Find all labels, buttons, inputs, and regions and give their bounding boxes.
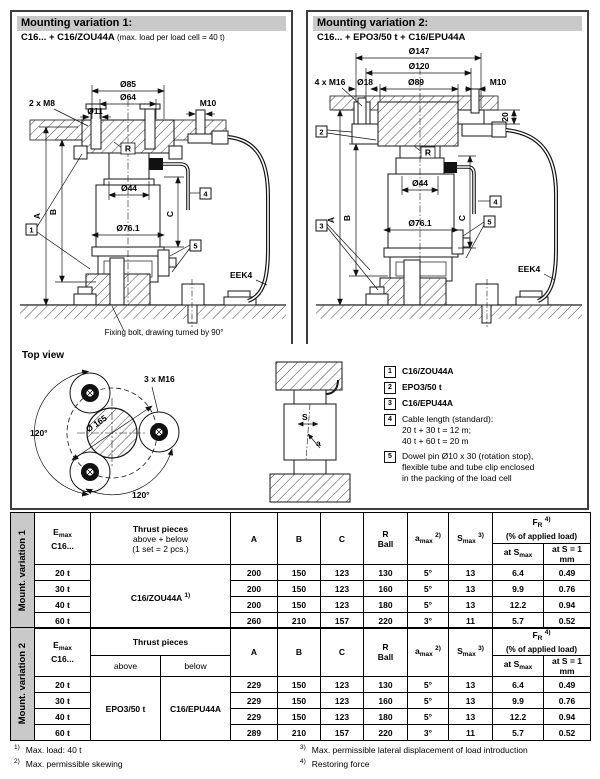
top-view-title: Top view (22, 350, 65, 361)
cell-b: 150 (278, 709, 321, 725)
col-header-r-ball (364, 513, 408, 565)
dim-label-d761: Ø76.1 (116, 223, 140, 233)
fr-main: F (532, 516, 538, 527)
cell-fr-s1: 0.52 (544, 725, 591, 741)
legend-item-4-line2: 20 t + 30 t = 12 m; (402, 425, 471, 435)
r-line2: Ball (377, 538, 394, 549)
cell-b: 210 (278, 613, 321, 629)
balloon-4-number: 4 (203, 189, 208, 199)
cell-a: 200 (231, 565, 278, 581)
dim-label-d120: Ø120 (408, 61, 430, 71)
panel1-subtitle (21, 32, 286, 44)
at-smax-sub: max (519, 552, 533, 559)
variation1-drawing (12, 44, 291, 344)
cell-a: 260 (231, 613, 278, 629)
cell-b: 150 (278, 597, 321, 613)
legend-item-1-number: 1 (384, 366, 396, 378)
dim-label-b: B (48, 208, 58, 216)
legend-item-4-text (402, 414, 493, 447)
table2-side-label: Mount. variation 2 (16, 643, 28, 725)
cell-fr-s1: 0.52 (544, 613, 591, 629)
cell-r: 160 (364, 581, 408, 597)
label-r: R (424, 147, 432, 158)
footnote-2-text: Max. permissible skewing (25, 759, 123, 769)
cell-fr-smax: 6.4 (493, 565, 544, 581)
cell-amax: 5° (408, 677, 449, 693)
col-header-b: B (278, 513, 321, 565)
cell-fr-smax: 5.7 (493, 613, 544, 629)
cell-smax: 13 (449, 709, 493, 725)
cell-c: 123 (321, 693, 364, 709)
smax-sub: max (462, 651, 476, 658)
table2-side-label-cell (11, 628, 35, 741)
legend-item-4-number: 4 (384, 414, 396, 426)
table-row (11, 677, 591, 693)
balloon-4 (490, 196, 501, 207)
amax-sub: max (419, 651, 433, 658)
footnote-1-sup: 1) (14, 744, 20, 751)
fr-sub: R (537, 521, 543, 529)
cell-r: 160 (364, 693, 408, 709)
footnotes-left (14, 742, 284, 770)
dim-label-a: A (32, 212, 42, 220)
amax-sup: 2) (435, 645, 441, 652)
cell-fr-smax: 12.2 (493, 709, 544, 725)
col-header-a: A (231, 513, 278, 565)
cell-smax: 13 (449, 581, 493, 597)
footnote-2-sup: 2) (14, 758, 20, 765)
balloon-1 (26, 224, 37, 235)
at-smax-pre: at S (503, 659, 520, 669)
thrust-line1: Thrust pieces (132, 523, 189, 534)
footnote-2 (14, 756, 284, 770)
smax-sub: max (462, 537, 476, 545)
r-line1: R (382, 642, 389, 652)
cell-above-value: EPO3/50 t (91, 677, 161, 741)
balloon-5-number: 5 (193, 241, 198, 251)
label-eek4: EEK4 (518, 264, 541, 274)
cell-r: 130 (364, 565, 408, 581)
dim-label-d89: Ø89 (407, 77, 425, 87)
cell-amax: 5° (408, 597, 449, 613)
col-header-at-smax (493, 544, 544, 565)
col-header-amax (408, 628, 449, 677)
fr-line2: (% of applied load) (505, 531, 578, 541)
dim-label-m10: M10 (199, 98, 217, 108)
fr-sup: 4) (544, 515, 551, 523)
dim-label-d44: Ø44 (120, 183, 138, 193)
footnote-4-sup: 4) (300, 758, 306, 765)
cell-b: 150 (278, 693, 321, 709)
cell-fr-smax: 9.9 (493, 693, 544, 709)
cell-smax: 13 (449, 565, 493, 581)
amax-sup: 2) (435, 531, 441, 539)
cell-a: 229 (231, 677, 278, 693)
top-view-section (10, 344, 589, 510)
r-line1: R (382, 528, 389, 539)
col-header-emax (35, 628, 91, 677)
cell-amax: 3° (408, 613, 449, 629)
cell-b: 150 (278, 565, 321, 581)
balloon-2 (316, 126, 327, 137)
balloon-3-number: 3 (319, 221, 324, 231)
cell-r: 180 (364, 709, 408, 725)
top-view-drawing (24, 362, 240, 504)
legend-item-1 (384, 366, 584, 378)
amax-main: a (415, 646, 420, 656)
cell-fr-s1: 0.49 (544, 677, 591, 693)
cell-r: 180 (364, 597, 408, 613)
col-header-smax (449, 628, 493, 677)
emax-sub: max (58, 645, 72, 652)
panel2-subtitle (317, 32, 582, 44)
cell-emax: 60 t (35, 613, 91, 629)
r-line2: Ball (377, 652, 394, 662)
footnote-1 (14, 742, 284, 756)
emax-line2: C16... (51, 654, 74, 664)
dim-label-d44: Ø44 (411, 178, 429, 188)
cell-fr-smax: 9.9 (493, 581, 544, 597)
table1-side-label-cell (11, 513, 35, 629)
cell-smax: 11 (449, 725, 493, 741)
col-header-c: C (321, 628, 364, 677)
cell-fr-smax: 12.2 (493, 597, 544, 613)
emax-main: E (53, 526, 59, 537)
col-header-c: C (321, 513, 364, 565)
legend-item-5-line3: in the packing of the load cell (402, 473, 512, 483)
balloon-1-number: 1 (29, 225, 34, 235)
footnote-3 (300, 742, 592, 756)
cell-c: 123 (321, 581, 364, 597)
cell-smax: 11 (449, 613, 493, 629)
cell-emax: 40 t (35, 597, 91, 613)
cell-fr-s1: 0.94 (544, 709, 591, 725)
cell-emax: 20 t (35, 565, 91, 581)
fr-sup: 4) (544, 629, 551, 636)
dim-label-a: A (326, 216, 336, 224)
legend-item-4 (384, 414, 584, 447)
cell-a: 229 (231, 693, 278, 709)
dim-label-3xm16: 3 x M16 (144, 374, 175, 384)
footnote-3-sup: 3) (300, 744, 306, 751)
dim-label-d85: Ø85 (119, 79, 137, 89)
spec-table-variation2 (10, 627, 591, 741)
emax-line2: C16... (51, 540, 74, 551)
legend-item-5-line2: flexible tube and tube clip enclosed (402, 462, 535, 472)
skewing-detail-drawing (262, 358, 366, 508)
col-header-fr (493, 628, 591, 656)
at-smax-pre: at S (503, 547, 520, 557)
dim-label-d761: Ø76.1 (408, 218, 432, 228)
smax-sup: 3) (478, 645, 484, 652)
col-header-thrust: Thrust pieces (91, 628, 231, 656)
balloon-4-number: 4 (493, 197, 498, 207)
cell-amax: 5° (408, 581, 449, 597)
legend-item-5-text (402, 451, 534, 484)
thrust-line2: above + below (132, 533, 189, 544)
dim-label-4xm16: 4 x M16 (314, 77, 346, 87)
balloon-5 (484, 216, 495, 227)
dim-label-b: B (342, 214, 352, 222)
col-header-b: B (278, 628, 321, 677)
legend-item-5-line1: Dowel pin Ø10 x 30 (rotation stop), (402, 451, 534, 461)
cell-emax: 60 t (35, 725, 91, 741)
col-header-above: above (91, 656, 161, 677)
cell-emax: 30 t (35, 693, 91, 709)
thrust-line3: (1 set = 2 pcs.) (132, 543, 189, 554)
cell-below-value: C16/EPU44A (161, 677, 231, 741)
footnote-3-text: Max. permissible lateral displacement of load introduction (311, 745, 528, 755)
panel2-subtitle-bold: C16... + EPO3/50 t + C16/EPU44A (317, 32, 466, 43)
cell-emax: 30 t (35, 581, 91, 597)
panel1-subtitle-bold: C16... + C16/ZOU44A (21, 32, 115, 43)
col-header-a: A (231, 628, 278, 677)
smax-main: S (457, 532, 463, 543)
cell-smax: 13 (449, 693, 493, 709)
cell-c: 157 (321, 725, 364, 741)
thrust-value-sup: 1) (184, 591, 191, 599)
balloon-4 (200, 188, 211, 199)
detail-label-a: a (316, 438, 321, 448)
legend-item-2-text: EPO3/50 t (402, 382, 442, 392)
footnotes-right (300, 742, 592, 770)
col-header-r-ball (364, 628, 408, 677)
col-header-thrust (91, 513, 231, 565)
cell-fr-s1: 0.76 (544, 581, 591, 597)
at-smax-sub: max (519, 664, 533, 671)
legend-item-3-text: C16/EPU44A (402, 398, 454, 408)
cell-a: 289 (231, 725, 278, 741)
col-header-at-s1: at S = 1 mm (544, 544, 591, 565)
dim-label-m10: M10 (489, 77, 507, 87)
angle-label-left: 120° (30, 428, 48, 438)
emax-sub: max (58, 531, 72, 539)
footnote-4 (300, 756, 592, 770)
cell-emax: 20 t (35, 677, 91, 693)
legend (384, 366, 584, 488)
legend-item-2 (384, 382, 584, 394)
mounting-variation-1-panel (10, 10, 293, 344)
col-header-emax (35, 513, 91, 565)
legend-item-3 (384, 398, 584, 410)
panel1-title: Mounting variation 1: (17, 16, 286, 31)
cell-c: 123 (321, 565, 364, 581)
cell-b: 150 (278, 581, 321, 597)
balloon-5 (190, 240, 201, 251)
mounting-variation-2-panel (306, 10, 589, 344)
dim-label-c: C (165, 210, 175, 218)
col-header-fr (493, 513, 591, 544)
balloon-2-number: 2 (319, 127, 324, 137)
cell-amax: 3° (408, 725, 449, 741)
cell-c: 123 (321, 709, 364, 725)
dim-label-d165: Ø 165 (83, 412, 109, 435)
col-header-smax (449, 513, 493, 565)
dim-label-2xm8: 2 x M8 (29, 98, 55, 108)
legend-item-5-number: 5 (384, 451, 396, 463)
table-row (11, 565, 591, 581)
cell-b: 150 (278, 677, 321, 693)
label-r: R (124, 143, 132, 154)
cell-smax: 13 (449, 597, 493, 613)
dim-label-20: 20 (500, 112, 510, 122)
cell-fr-smax: 6.4 (493, 677, 544, 693)
footnote-4-text: Restoring force (311, 759, 370, 769)
cell-amax: 5° (408, 709, 449, 725)
cell-emax: 40 t (35, 709, 91, 725)
detail-label-s: S (302, 412, 308, 422)
dim-label-c: C (457, 214, 467, 222)
caption-fixing-bolt: Fixing bolt, drawing turned by 90° (104, 328, 224, 337)
dim-label-d147: Ø147 (408, 46, 430, 56)
panel2-title: Mounting variation 2: (313, 16, 582, 31)
cell-thrust-value (91, 565, 231, 629)
cell-r: 220 (364, 725, 408, 741)
cell-r: 220 (364, 613, 408, 629)
dim-label-d64: Ø64 (119, 92, 137, 102)
thrust-value: C16/ZOU44A (130, 592, 183, 603)
spec-table-variation1 (10, 512, 591, 629)
cell-fr-s1: 0.76 (544, 693, 591, 709)
cell-c: 123 (321, 597, 364, 613)
amax-main: a (415, 532, 420, 543)
cell-amax: 5° (408, 693, 449, 709)
emax-main: E (53, 640, 59, 650)
smax-main: S (457, 646, 463, 656)
label-eek4: EEK4 (230, 270, 253, 280)
col-header-at-smax (493, 656, 544, 677)
col-header-amax (408, 513, 449, 565)
legend-item-3-number: 3 (384, 398, 396, 410)
cell-amax: 5° (408, 565, 449, 581)
smax-sup: 3) (478, 531, 484, 539)
cell-b: 210 (278, 725, 321, 741)
col-header-below: below (161, 656, 231, 677)
fr-main: F (532, 630, 538, 640)
legend-item-4-line3: 40 t + 60 t = 20 m (402, 436, 469, 446)
panel1-subtitle-note: (max. load per load cell = 40 t) (117, 33, 225, 42)
legend-item-5 (384, 451, 584, 484)
cell-c: 157 (321, 613, 364, 629)
cell-r: 130 (364, 677, 408, 693)
cell-fr-smax: 5.7 (493, 725, 544, 741)
amax-sub: max (419, 537, 433, 545)
legend-item-2-number: 2 (384, 382, 396, 394)
fr-sub: R (537, 635, 543, 642)
cell-c: 123 (321, 677, 364, 693)
cell-a: 200 (231, 581, 278, 597)
fr-line2: (% of applied load) (505, 645, 578, 654)
variation2-drawing (308, 44, 587, 344)
dim-label-d18: Ø18 (356, 77, 374, 87)
table1-side-label: Mount. variation 1 (16, 529, 28, 612)
cell-smax: 13 (449, 677, 493, 693)
dim-label-d11: Ø11 (87, 106, 103, 116)
cell-fr-s1: 0.94 (544, 597, 591, 613)
balloon-5-number: 5 (487, 217, 492, 227)
cell-a: 200 (231, 597, 278, 613)
cell-a: 229 (231, 709, 278, 725)
cell-fr-s1: 0.49 (544, 565, 591, 581)
legend-item-4-line1: Cable length (standard): (402, 414, 494, 424)
footnote-1-text: Max. load: 40 t (25, 745, 82, 755)
col-header-at-s1: at S = 1 mm (544, 656, 591, 677)
angle-label-bottom: 120° (132, 490, 150, 500)
legend-item-1-text: C16/ZOU44A (402, 366, 454, 376)
